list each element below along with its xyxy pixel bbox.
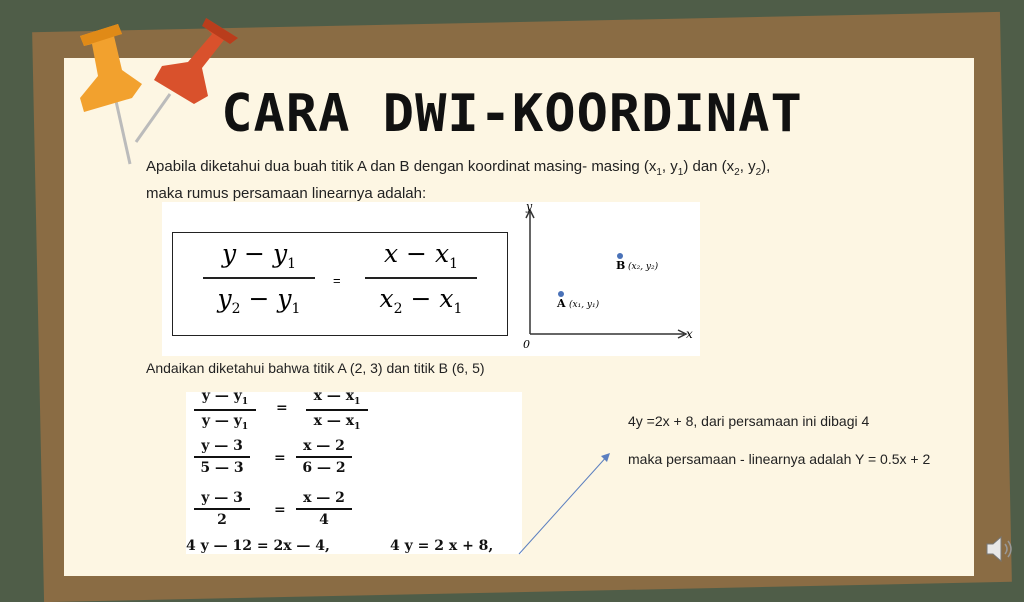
point-a-label: A: [557, 297, 566, 310]
intro-line-1: Apabila diketahui dua buah titik A dan B dengan koordinat masing- masing ($x_1$, $y_1$) dan ($x_2$, $y_2$),: [146, 158, 771, 178]
x-axis-label: x: [686, 327, 693, 341]
calc-row3-equals: =: [274, 502, 286, 518]
calc-row3-left: y — 3 2: [194, 490, 250, 528]
arrow-connector: [515, 446, 615, 558]
formula-left-fraction: $y - y_1$ $y_2 - y_1$: [203, 239, 315, 317]
origin-label: 0: [523, 338, 530, 351]
calc-row2-right: x — 2 6 — 2: [296, 438, 352, 476]
calc-final-right: 4 y = 2 x + 8,: [390, 538, 494, 554]
formula-box: [172, 232, 508, 336]
calc-row1-left: y — $y_1$ y — $y_1$: [194, 388, 256, 432]
point-b-coord: (x₂, y₂): [628, 262, 659, 272]
result-text-2: maka persamaan - linearnya adalah Y = 0.5x + 2: [628, 451, 931, 467]
y-axis-label: y: [526, 202, 533, 213]
slide-title: CARA DWI-KOORDINAT: [221, 84, 803, 144]
formula-image: [162, 202, 700, 356]
intro-line-2: maka rumus persamaan linearnya adalah:: [146, 185, 427, 202]
speaker-icon[interactable]: [984, 534, 1018, 564]
calc-row1-right: x — $x_1$ x — $x_1$: [306, 388, 368, 432]
calc-final-left: 4 y — 12 = 2x — 4,: [186, 538, 330, 554]
example-text: Andaikan diketahui bahwa titik A (2, 3) dan titik B (6, 5): [146, 360, 485, 376]
calc-row3-right: x — 2 4: [296, 490, 352, 528]
calc-row2-left: y — 3 5 — 3: [194, 438, 250, 476]
coordinate-graph: [512, 202, 700, 356]
point-a-coord: (x₁, y₁): [569, 300, 600, 310]
calc-row1-equals: =: [276, 400, 288, 416]
formula-equals: =: [333, 273, 341, 288]
result-text-1: 4y =2x + 8, dari persamaan ini dibagi 4: [628, 413, 870, 429]
point-b-label: B: [616, 259, 626, 272]
intro-text: [146, 156, 946, 204]
calc-row2-equals: =: [274, 450, 286, 466]
formula-right-fraction: $x - x_1$ $x_2 - x_1$: [365, 239, 477, 317]
calculation-image: [186, 388, 522, 554]
